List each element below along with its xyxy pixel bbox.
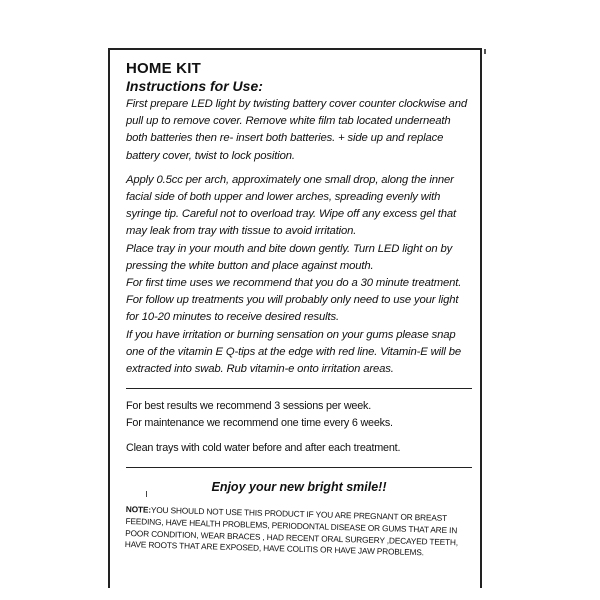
instruction-step-treatment-time: For first time uses we recommend that you do a 30 minute treatment. For follow up treatments you will probably only need to use your light for 10-20 minutes to receive desired results. <box>126 277 462 324</box>
note-label: NOTE: <box>125 504 152 515</box>
closing-message: Enjoy your new bright smile!! <box>211 480 387 495</box>
warning-note <box>125 504 472 561</box>
note-text: YOU SHOULD NOT USE THIS PRODUCT IF YOU ARE PREGNANT OR BREAST FEEDING, HAVE HEALTH PROBLEMS, PERIODONTAL DISEASE OR GUMS THAT ARE IN POOR CONDITION, WEAR BRACES , HAD RECENT ORAL SURGERY ,DECAYED TEETH, HAVE ROOTS THAT ARE EXPOSED, HAVE COLITIS OR HAVE JAW PROBLEMS. <box>124 504 459 558</box>
stray-mark <box>146 491 147 497</box>
instruction-step-apply-gel: Apply 0.5cc per arch, approximately one small drop, along the inner facial side of both upper and lower arches, spreading evenly with syringe tip. Careful not to overload tray. Wipe off any excess gel that may leak from tray with tissue to avoid irritation. <box>126 173 456 238</box>
section-divider-2 <box>126 467 472 468</box>
instruction-step-battery: First prepare LED light by twisting battery cover counter clockwise and pull up to remove cover. Remove white film tab located underneath both batteries then re- insert both batteries. + side up and replace battery cover, twist to lock position. <box>126 98 467 162</box>
sessions-recommendation: For best results we recommend 3 sessions per week. <box>126 400 372 413</box>
page-title: HOME KIT <box>126 60 201 77</box>
instruction-step-irritation: If you have irritation or burning sensation on your gums please snap one of the vitamin E Q-tips at the edge with red line. Vitamin-E will be extracted into swab. Rub vitamin-e onto irritation areas. <box>126 328 461 376</box>
maintenance-recommendation: For maintenance we recommend one time every 6 weeks. <box>126 417 393 430</box>
cleaning-instruction: Clean trays with cold water before and after each treatment. <box>126 442 401 455</box>
section-divider <box>126 388 472 389</box>
corner-mark <box>484 49 486 54</box>
instruction-step-place-tray: Place tray in your mouth and bite down gently. Turn LED light on by pressing the white button and place against mouth. <box>126 242 453 272</box>
instructions-content <box>124 60 472 558</box>
instructions-heading: Instructions for Use: <box>126 78 263 94</box>
